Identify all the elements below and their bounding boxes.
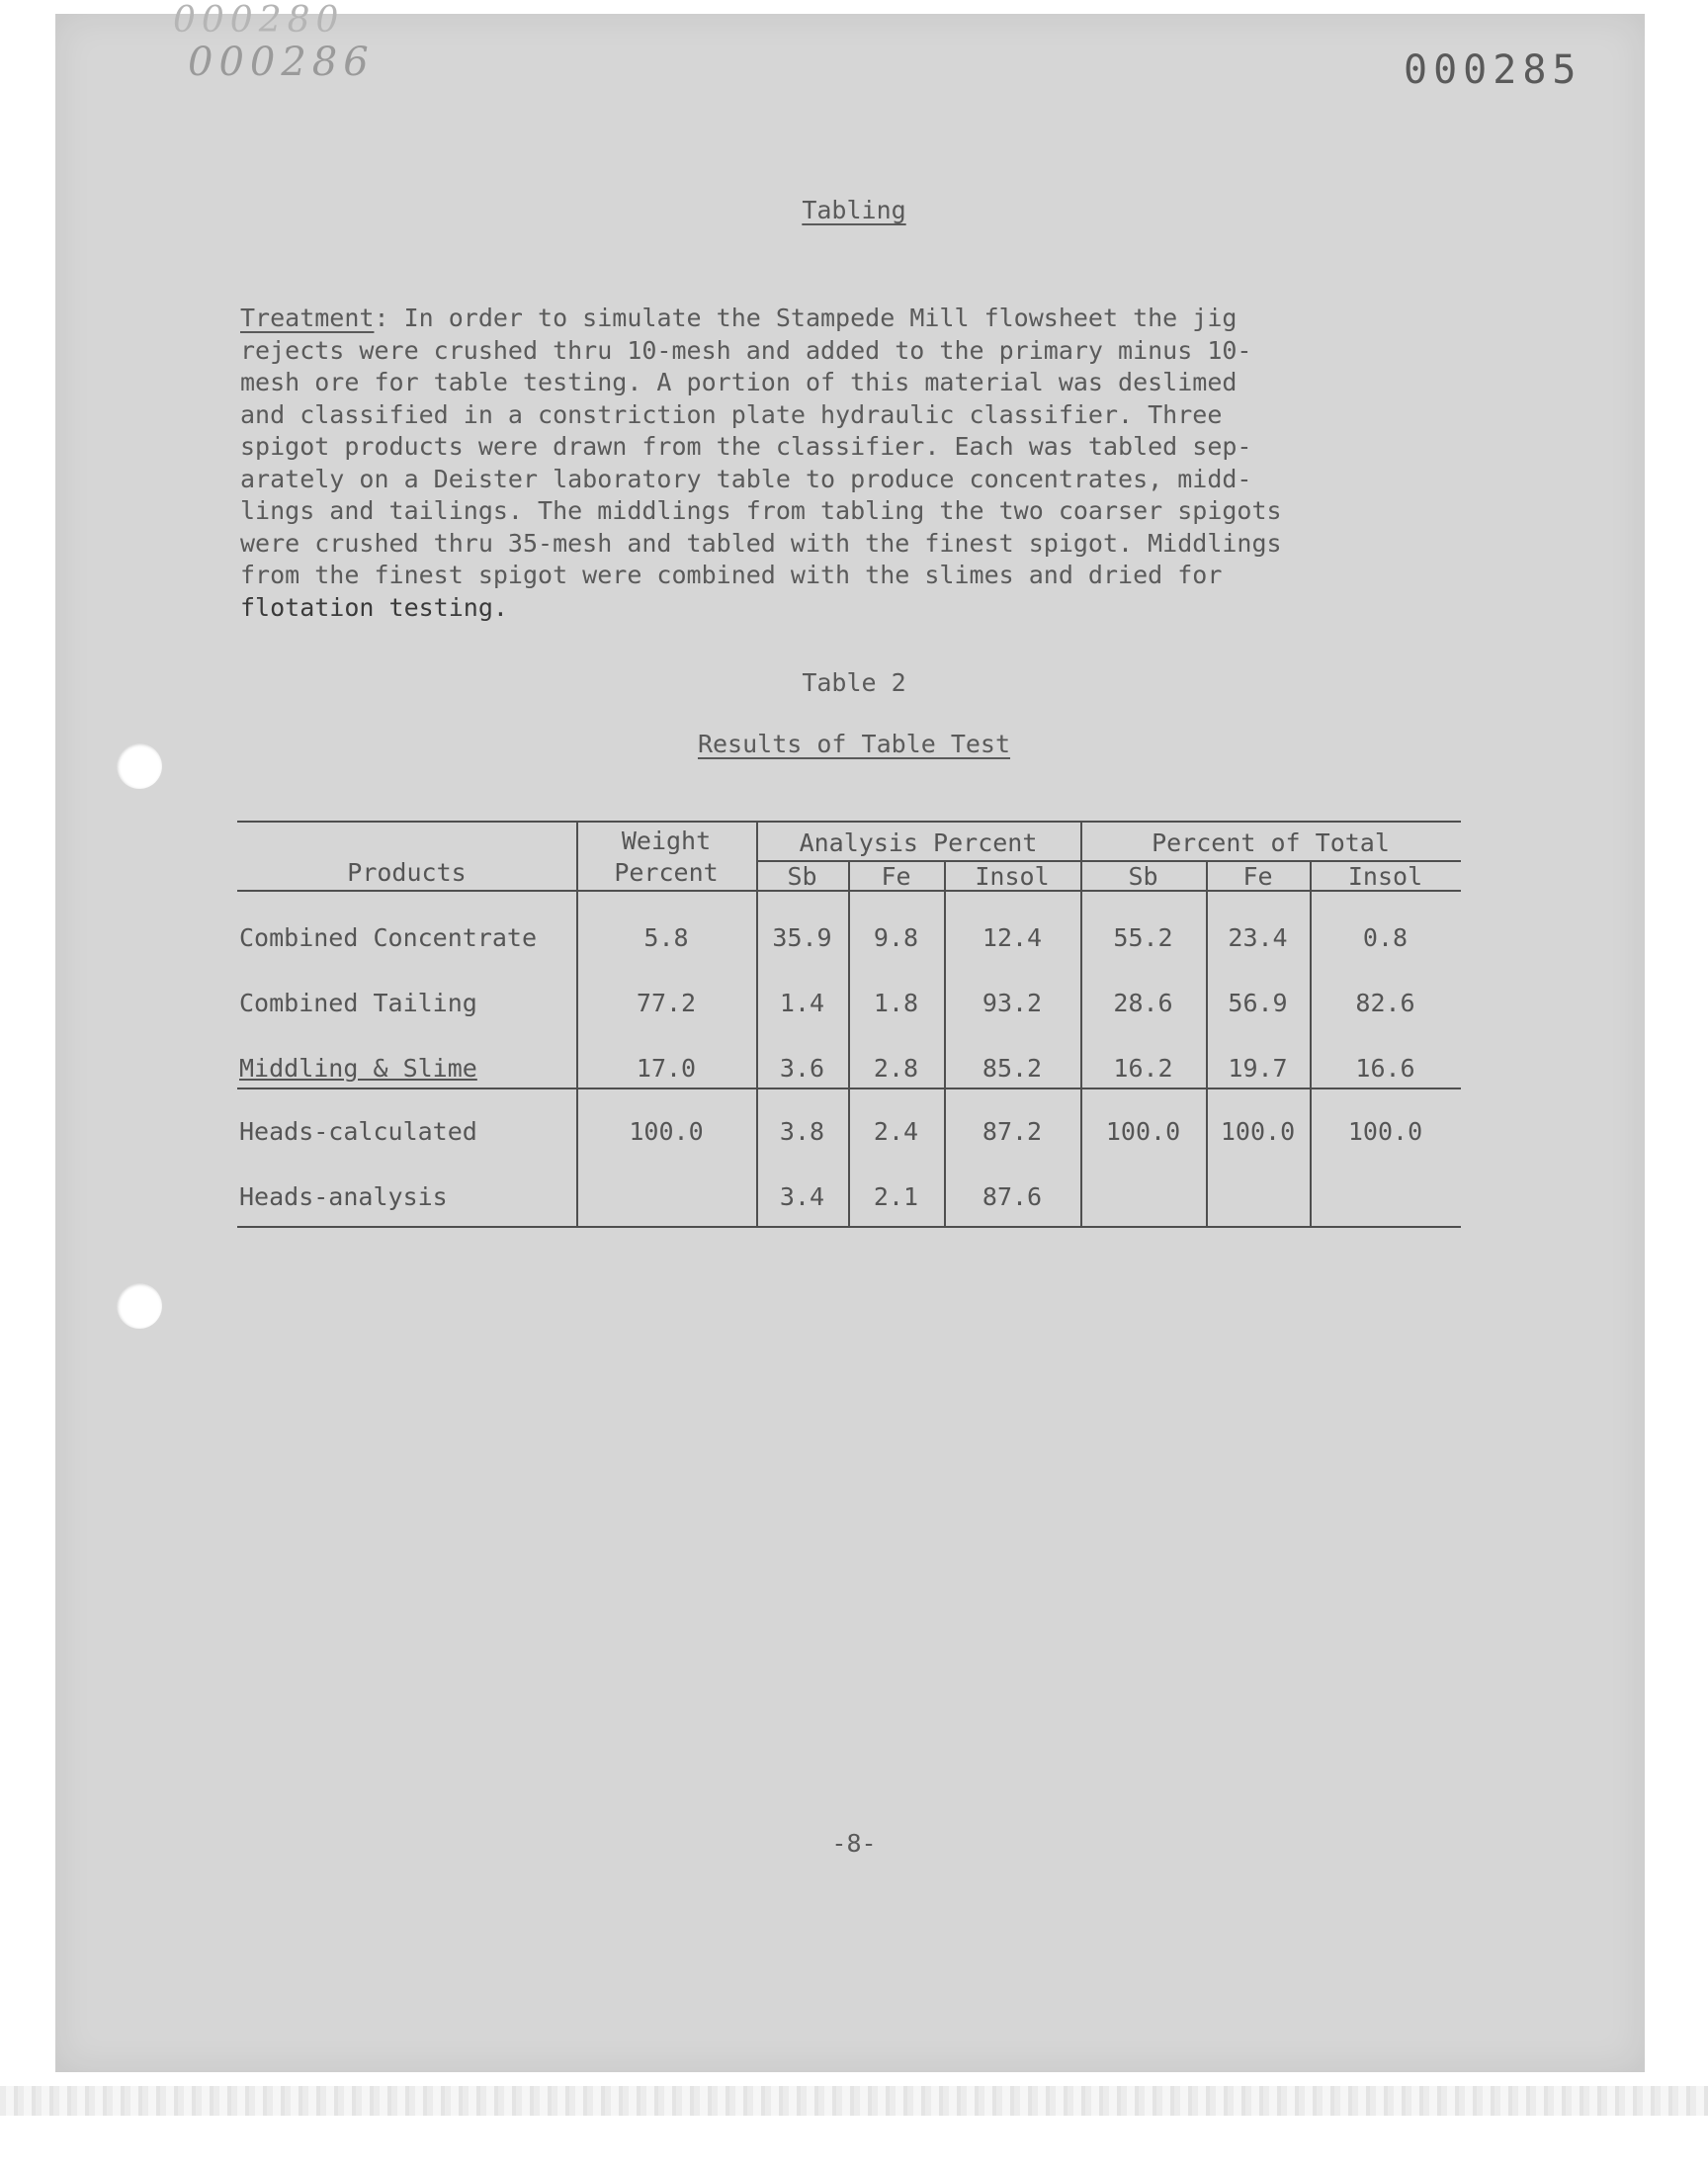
treatment-paragraph [240,303,1426,624]
table-col-divider [944,860,946,1226]
cell-analysis-fe: 2.1 [873,1182,919,1211]
header-analysis-fe: Fe [881,862,911,891]
cell-total-fe: 100.0 [1220,1117,1296,1146]
cell-analysis-insol: 85.2 [982,1054,1043,1083]
cell-total-fe: 19.7 [1228,1054,1288,1083]
row-product: Combined Tailing [239,989,477,1017]
table-title: Results of Table Test [697,730,1011,758]
row-product: Combined Concentrate [239,923,538,952]
cell-total-insol: 100.0 [1347,1117,1423,1146]
header-percent-of-total: Percent of Total [1152,828,1390,857]
treatment-line: arately on a Deister laboratory table to produce concentrates, midd- [240,464,1252,493]
table-rule-top [237,821,1461,823]
cell-analysis-sb: 35.9 [772,923,832,952]
cell-analysis-insol: 93.2 [982,989,1043,1017]
cell-total-insol: 16.6 [1355,1054,1415,1083]
section-title: Tabling [802,196,906,224]
cell-weight: 5.8 [643,923,689,952]
cell-analysis-fe: 1.8 [873,989,919,1017]
cell-analysis-insol: 12.4 [982,923,1043,952]
cell-analysis-sb: 1.4 [779,989,825,1017]
header-analysis-percent: Analysis Percent [799,828,1038,857]
cell-analysis-fe: 2.4 [873,1117,919,1146]
punch-hole-bottom [117,1283,162,1329]
cell-total-insol: 0.8 [1362,923,1409,952]
treatment-label: Treatment [240,304,375,332]
header-weight: Weight [621,826,712,855]
header-products: Products [347,858,467,887]
row-product: Heads-calculated [239,1117,477,1146]
treatment-line: flotation testing. [240,592,508,622]
cell-total-insol: 82.6 [1355,989,1415,1017]
table-rule-bottom [237,1226,1461,1228]
cell-total-fe: 23.4 [1228,923,1288,952]
table-number: Table 2 [802,668,906,697]
treatment-line: and classified in a constriction plate hydraulic classifier. Three [240,399,1223,429]
cell-total-sb: 55.2 [1113,923,1173,952]
cell-analysis-sb: 3.6 [779,1054,825,1083]
treatment-line: spigot products were drawn from the classifier. Each was tabled sep- [240,432,1252,461]
cell-analysis-fe: 2.8 [873,1054,919,1083]
document-number: 000285 [1404,47,1582,93]
treatment-line: : In order to simulate the Stampede Mill flowsheet the jig [374,304,1238,332]
cell-analysis-insol: 87.6 [982,1182,1043,1211]
cell-analysis-insol: 87.2 [982,1117,1043,1146]
header-analysis-insol: Insol [975,862,1050,891]
cell-total-sb: 16.2 [1113,1054,1173,1083]
treatment-line: from the finest spigot were combined with the slimes and dried for [240,561,1223,589]
handwritten-number-top: 000280 [173,0,345,41]
treatment-line: rejects were crushed thru 10-mesh and added to the primary minus 10- [240,335,1252,365]
cell-total-fe: 56.9 [1228,989,1288,1017]
page-number: -8- [831,1829,877,1858]
scan-edge-strip [0,2086,1708,2116]
header-total-sb: Sb [1128,862,1158,891]
header-analysis-sb: Sb [787,862,817,891]
cell-total-sb: 100.0 [1105,1117,1181,1146]
treatment-line: were crushed thru 35-mesh and tabled with the finest spigot. Middlings [240,528,1282,558]
cell-weight: 100.0 [629,1117,704,1146]
row-product: Heads-analysis [239,1182,448,1211]
table-col-divider [848,860,850,1226]
cell-analysis-sb: 3.4 [779,1182,825,1211]
treatment-line: mesh ore for table testing. A portion of this material was deslimed [240,368,1238,396]
cell-analysis-fe: 9.8 [873,923,919,952]
header-percent: Percent [614,858,719,887]
table-col-divider [1310,860,1312,1226]
handwritten-number: 000286 [188,40,375,85]
header-total-fe: Fe [1242,862,1273,891]
cell-analysis-sb: 3.8 [779,1117,825,1146]
cell-total-sb: 28.6 [1113,989,1173,1017]
treatment-line: lings and tailings. The middlings from tabling the two coarser spigots [240,496,1282,525]
cell-weight: 17.0 [636,1054,697,1083]
cell-weight: 77.2 [636,989,697,1017]
table-col-divider [1206,860,1208,1226]
row-product: Middling & Slime [239,1054,477,1083]
header-total-insol: Insol [1347,862,1423,891]
